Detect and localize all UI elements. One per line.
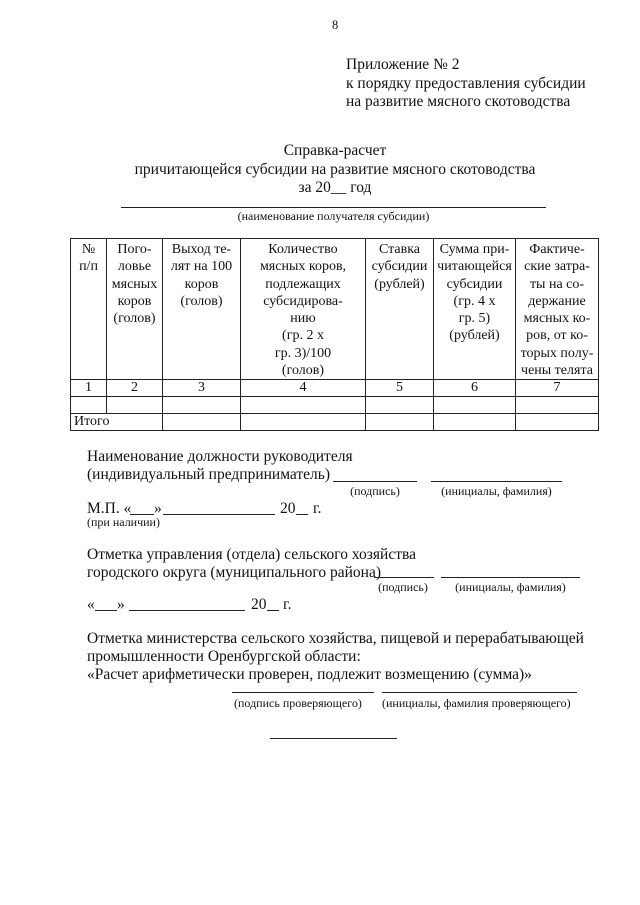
appendix-line-2: к порядку предоставления субсидии	[346, 75, 586, 92]
header-text-line: коров	[117, 293, 152, 309]
header-text-line: (голов)	[281, 363, 325, 379]
header-text-line: Ставка	[378, 242, 421, 257]
table-row	[71, 397, 599, 414]
table-cell[interactable]	[241, 414, 366, 431]
header-cell-1	[71, 239, 107, 380]
header-cell-6	[434, 239, 516, 380]
header-text-line: п/п	[79, 259, 98, 275]
head-name-line[interactable]	[431, 481, 562, 482]
mp-year-prefix: 20	[280, 500, 296, 517]
head-name-caption: (инициалы, фамилия)	[441, 484, 552, 498]
mp-month-line[interactable]	[163, 514, 275, 515]
subsidy-table	[70, 238, 599, 431]
header-cell-7	[516, 239, 599, 380]
department-quote-close: »	[117, 596, 125, 613]
header-text-line: Выход те-	[171, 242, 232, 257]
header-text-line: №	[81, 242, 96, 257]
head-title-line-1: Наименование должности руководителя	[87, 448, 353, 465]
mp-prefix: М.П. «	[87, 500, 132, 517]
column-number: 1	[71, 380, 107, 397]
recipient-caption: (наименование получателя субсидии)	[237, 209, 430, 223]
table-cell[interactable]	[366, 397, 434, 414]
column-number: 4	[241, 380, 366, 397]
table-cell[interactable]	[366, 414, 434, 431]
ministry-signature-caption: (подпись проверяющего)	[234, 696, 362, 710]
appendix-line-3: на развитие мясного скотоводства	[346, 93, 571, 110]
title-line-2: причитающейся субсидии на развитие мясного скотоводства	[134, 161, 536, 178]
table-cell[interactable]	[107, 397, 163, 414]
closing-separator	[270, 738, 397, 739]
header-lines	[368, 241, 431, 293]
department-year-line[interactable]	[267, 610, 279, 611]
department-name-line[interactable]	[441, 577, 580, 578]
table-cell[interactable]	[241, 397, 366, 414]
header-text-line: (рублей)	[449, 328, 500, 344]
page-number: 8	[332, 18, 339, 32]
header-text-line: Количество	[268, 242, 338, 257]
header-text-line: мясных	[111, 276, 158, 292]
table-cell[interactable]	[71, 397, 107, 414]
header-text-line: мясных коров,	[259, 259, 347, 275]
header-text-line: (голов)	[180, 293, 223, 309]
column-number: 3	[163, 380, 241, 397]
header-text-line: (рублей)	[374, 276, 425, 292]
department-name-caption: (инициалы, фамилия)	[455, 580, 566, 594]
header-text-line: (гр. 2 х	[282, 328, 324, 344]
header-text-line: Пого-	[117, 242, 152, 257]
header-text-line: субсидии	[446, 276, 503, 292]
head-signature-line[interactable]	[333, 481, 417, 482]
department-date-prefix: «	[87, 596, 95, 613]
header-text-line: подлежащих	[265, 276, 341, 292]
mp-year-line[interactable]	[296, 514, 308, 515]
header-text-line: торых полу-	[520, 345, 594, 361]
total-label: Итого	[71, 414, 163, 431]
title-line-1: Справка-расчет	[283, 142, 387, 159]
appendix-line-1: Приложение № 2	[346, 56, 460, 73]
mp-note: (при наличии)	[87, 515, 160, 529]
table-cell[interactable]	[434, 397, 516, 414]
table-cell[interactable]	[516, 397, 599, 414]
header-text-line: ловье	[117, 259, 152, 275]
header-text-line: гр. 3)/100	[274, 345, 332, 361]
column-number-row	[71, 380, 599, 397]
header-lines	[165, 241, 238, 310]
header-text-line: Сумма при-	[439, 242, 510, 257]
header-text-line: субсидии	[371, 259, 428, 275]
header-text-line: ты на со-	[529, 276, 585, 292]
department-line-1: Отметка управления (отдела) сельского хозяйства	[87, 546, 416, 563]
header-text-line: ские затра-	[524, 259, 590, 275]
mp-year-suffix: г.	[313, 500, 322, 517]
column-number: 6	[434, 380, 516, 397]
header-cell-3	[163, 239, 241, 380]
table-cell[interactable]	[434, 414, 516, 431]
ministry-line-1: Отметка министерства сельского хозяйства, пищевой и перерабатывающей	[87, 630, 584, 647]
table-cell[interactable]	[163, 397, 241, 414]
header-lines	[243, 241, 363, 379]
column-number: 7	[516, 380, 599, 397]
header-text-line: чены телята	[521, 363, 593, 379]
header-text-line: ров, от ко-	[526, 328, 588, 344]
ministry-name-caption: (инициалы, фамилия проверяющего)	[382, 696, 571, 710]
ministry-line-3: «Расчет арифметически проверен, подлежит возмещению (сумма)»	[87, 666, 532, 683]
ministry-line-2: промышленности Оренбургской области:	[87, 648, 361, 665]
recipient-line	[121, 207, 546, 208]
table-cell[interactable]	[163, 414, 241, 431]
department-day-line[interactable]	[95, 610, 117, 611]
header-lines	[436, 241, 513, 345]
header-text-line: читающейся	[437, 259, 512, 275]
title-line-3: за 20__ год	[298, 179, 372, 196]
head-title-line-2: (индивидуальный предприниматель)	[87, 466, 331, 483]
department-year-prefix: 20	[251, 596, 267, 613]
header-lines	[109, 241, 160, 327]
column-number: 5	[366, 380, 434, 397]
department-signature-line[interactable]	[374, 577, 434, 578]
head-signature-caption: (подпись)	[350, 484, 400, 498]
header-text-line: коров	[184, 276, 219, 292]
department-month-line[interactable]	[129, 610, 245, 611]
header-text-line: держание	[528, 293, 586, 309]
department-signature-caption: (подпись)	[378, 580, 428, 594]
header-text-line: субсидирова-	[263, 293, 343, 309]
column-number: 2	[107, 380, 163, 397]
header-text-line: мясных ко-	[523, 311, 591, 327]
header-text-line: гр. 5)	[458, 311, 491, 327]
header-lines	[73, 241, 104, 276]
header-cell-5	[366, 239, 434, 380]
table-cell[interactable]	[516, 414, 599, 431]
ministry-name-line[interactable]	[382, 692, 577, 693]
header-text-line: (гр. 4 х	[453, 293, 496, 309]
ministry-signature-line[interactable]	[232, 692, 374, 693]
table-header-row	[71, 239, 599, 380]
total-row	[71, 414, 599, 431]
header-text-line: (голов)	[113, 311, 156, 327]
header-text-line: лят на 100	[170, 259, 233, 275]
department-year-suffix: г.	[283, 596, 292, 613]
header-text-line: нию	[290, 311, 316, 327]
mp-quote-close: »	[154, 500, 162, 517]
header-text-line: Фактиче-	[529, 242, 585, 257]
header-lines	[518, 241, 596, 379]
department-line-2: городского округа (муниципального района)	[87, 564, 381, 581]
header-cell-2	[107, 239, 163, 380]
header-cell-4	[241, 239, 366, 380]
